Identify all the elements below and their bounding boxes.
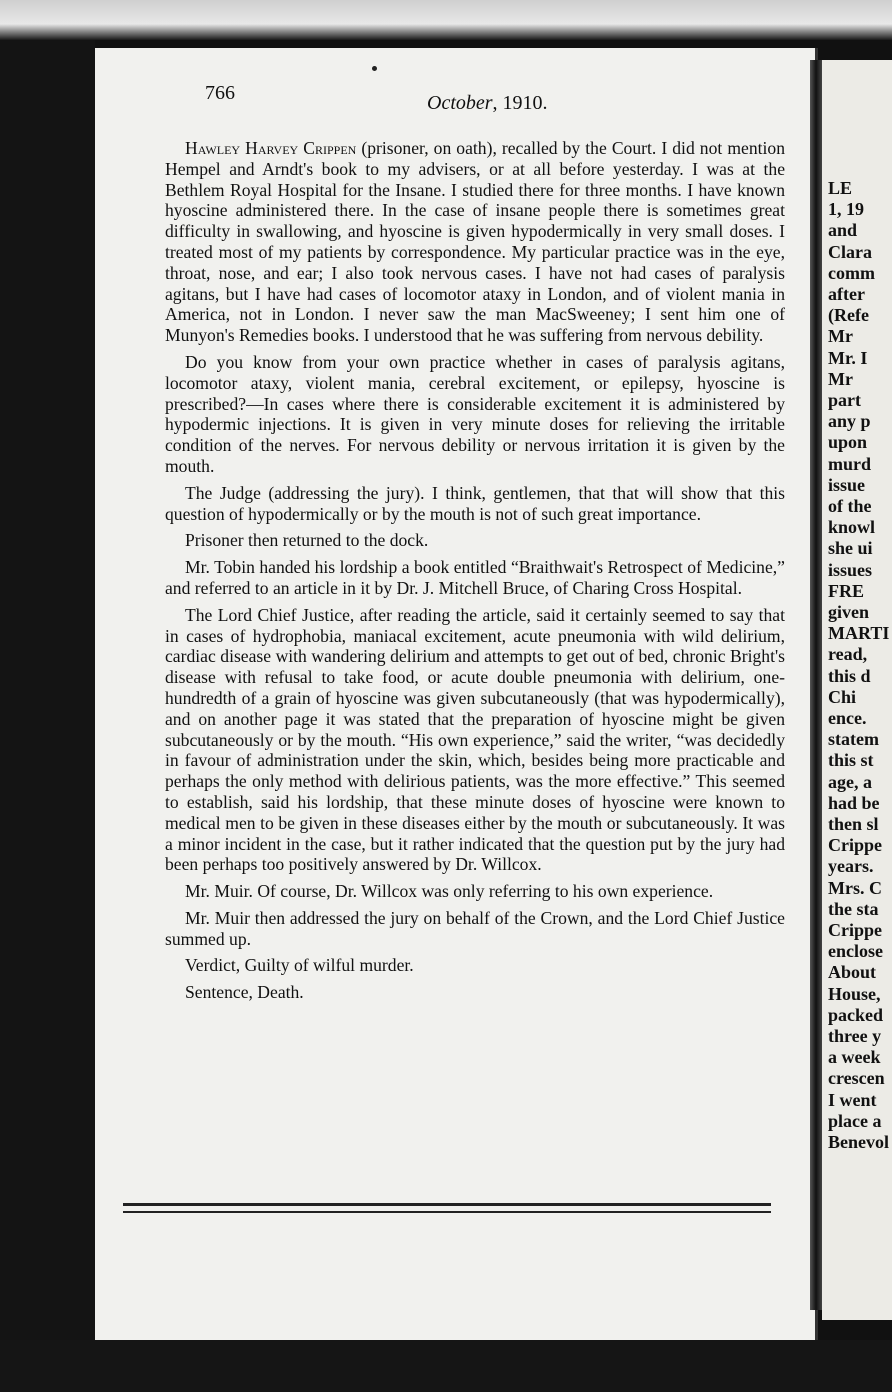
book-gutter — [810, 60, 822, 1310]
facing-page-line: place a — [828, 1110, 882, 1131]
print-speck — [372, 66, 377, 71]
double-rule-bottom — [123, 1211, 771, 1213]
facing-page-line: years. — [828, 856, 874, 877]
facing-page-line: read, — [828, 644, 868, 665]
facing-page-line: I went — [828, 1089, 877, 1110]
facing-page — [822, 60, 892, 1320]
facing-page-line: Crippe — [828, 920, 882, 940]
scan-left-margin — [0, 40, 95, 1392]
paragraph: Mr. Muir. Of course, Dr. Willcox was only referring to his own experience. — [185, 881, 714, 902]
body-text — [165, 138, 785, 1009]
facing-page-line: she ui — [828, 538, 873, 559]
facing-page-line: and — [828, 220, 858, 241]
facing-page-line: three y — [828, 1026, 882, 1046]
facing-page-line: House, — [828, 983, 881, 1004]
facing-page-line: About — [828, 962, 877, 983]
facing-page-line: enclose — [828, 941, 883, 962]
paragraph: The Lord Chief Justice, after reading the article, said it certainly seemed to say that in cases of hydrophobia, maniacal excitement, acute pneumonia with wild delirium, cardiac disease with wandering delirium and attempts to get out of bed, chronic Bright's disease with refusal to take food, or acute double pneumonia with delirium, one-hundredth of a grain of hyoscine was given subcutaneously (that was hypodermically), and on another page it was stated that the preparation of hyoscine might be given subcutaneously or by the mouth. “His own experience,” said the writer, “was decidedly in favour of administration under the skin, which, besides being more practicable and perhaps the only method with delirious patients, was the more effective.” This seemed to establish, said his lordship, that these minute doses of hyoscine were known to medical men to be given in these diseases either by the mouth or subcutaneously. It was a minor incident in the case, but it rather indicated that the question put by the jury had been perhaps too positively answered by Dr. Willcox. — [165, 604, 785, 875]
facing-page-line: the sta — [828, 898, 879, 919]
facing-page-line: Crippe — [828, 835, 882, 856]
facing-page-line: Clara — [828, 241, 872, 262]
facing-page-line: a week — [828, 1047, 881, 1068]
facing-page-line: part — [828, 390, 861, 410]
paragraph: Sentence, Death. — [185, 982, 304, 1003]
facing-page-line: any p — [828, 411, 871, 432]
scan-top-edge — [0, 0, 892, 40]
facing-page-line: LE — [828, 178, 853, 198]
facing-page-line: Benevol — [828, 1132, 889, 1152]
facing-page-line: Chi — [828, 686, 857, 707]
facing-page-line: FRE — [828, 580, 864, 601]
double-rule-top — [123, 1203, 771, 1206]
running-head-year: , 1910. — [492, 92, 548, 114]
facing-page-line: issues — [828, 559, 873, 580]
facing-page-line: Mrs. C — [828, 877, 882, 898]
facing-page-line: Mr — [828, 326, 853, 347]
page-number: 766 — [205, 82, 235, 104]
facing-page-line: given — [828, 602, 870, 622]
facing-page-line: MARTI — [828, 623, 890, 644]
paragraph: Prisoner then returned to the dock. — [185, 530, 429, 551]
facing-page-line: had be — [828, 792, 880, 813]
facing-page-line: comm — [828, 262, 875, 283]
facing-page-line: upon — [828, 432, 868, 453]
facing-page-line: (Refe — [828, 305, 869, 326]
facing-page-line: Mr — [828, 368, 853, 389]
facing-page-line: ence. — [828, 708, 867, 728]
facing-page-line: murd — [828, 453, 872, 474]
facing-page-line: this d — [828, 665, 871, 686]
facing-page-line: packed — [828, 1004, 884, 1025]
witness-name: Hawley Harvey Crippen — [185, 138, 357, 158]
facing-page-line: age, a — [828, 771, 872, 792]
facing-page-line: 1, 19 — [828, 199, 864, 220]
paragraph — [165, 138, 785, 346]
facing-page-line: statem — [828, 729, 879, 750]
facing-page-line: of the — [828, 496, 872, 516]
facing-page-line: crescen — [828, 1068, 885, 1089]
facing-page-line: then sl — [828, 814, 879, 834]
facing-page-line: this st — [828, 750, 874, 771]
paragraph: Mr. Tobin handed his lordship a book entitled “Braithwait's Retrospect of Medicine,” and referred to an article in it by Dr. J. Mitchell Bruce, of Charing Cross Hospital. — [165, 557, 785, 598]
running-head — [427, 92, 548, 115]
running-head-month: October — [427, 92, 493, 114]
facing-page-line: issue — [828, 474, 866, 495]
paragraph: Mr. Muir then addressed the jury on behalf of the Crown, and the Lord Chief Justice summed up. — [165, 907, 785, 949]
paragraph: Do you know from your own practice whether in cases of paralysis agitans, locomotor ataxy, violent mania, cerebral excitement, or epilepsy, hyoscine is prescribed?—In cases where there is considerable excitement it is administered by hypodermic injections. It is given in very minute doses for relieving the irritable condition of the nerves. For nervous debility or nervous irritation it is given by the mouth. — [165, 351, 785, 476]
facing-page-line: Mr. I — [828, 347, 868, 368]
paragraph-text: (prisoner, on oath), recalled by the Court. I did not mention Hempel and Arndt's book to my advisers, or at all before yesterday. I was at the Bethlem Royal Hospital for the Insane. I studied there for three months. I have known hyoscine administered there. In the case of insane people there is sometimes great difficulty in swallowing, and hyoscine is given hypodermically in very small doses. I treated most of my patients by correspondence. My particular practice was in the eye, throat, nose, and ear; I also took nervous cases. I have not had cases of paralysis agitans, but I have had cases of locomotor ataxy in London, and of violent mania in America, not in London. I never saw the man MacSweeney; I sent him one of Munyon's Remedies books. I understood that he was suffering from nervous debility. — [165, 138, 785, 346]
paragraph: The Judge (addressing the jury). I think, gentlemen, that that will show that this question of hypodermically or by the mouth is not of such great importance. — [165, 482, 785, 524]
scan-bottom-edge — [0, 1340, 892, 1392]
facing-page-line: after — [828, 284, 865, 304]
paragraph: Verdict, Guilty of wilful murder. — [185, 955, 414, 976]
book-page — [95, 48, 818, 1353]
facing-page-line: knowl — [828, 517, 876, 538]
